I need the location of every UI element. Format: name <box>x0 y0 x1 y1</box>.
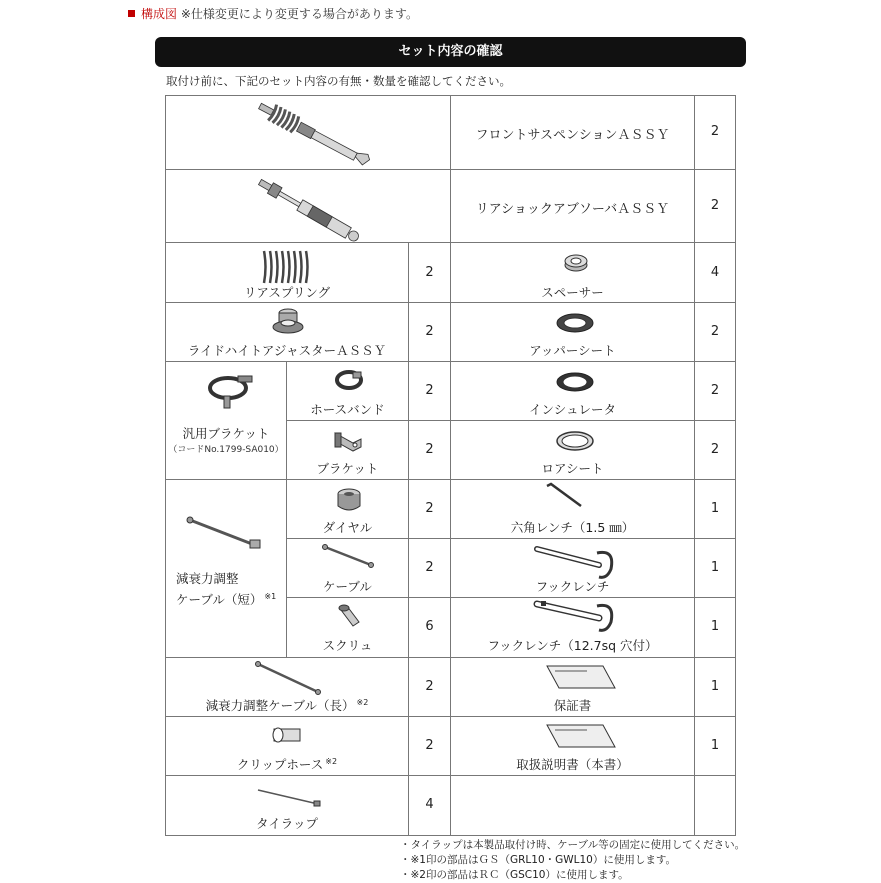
front-suspension-qty-cell <box>694 95 736 170</box>
general-bracket-icon <box>166 362 288 412</box>
clip-hose-cell <box>165 716 409 776</box>
manual-cell <box>450 716 695 776</box>
dial-cell <box>286 479 409 539</box>
front-suspension-name-cell <box>450 95 695 170</box>
dial-qty: 2 <box>425 501 434 516</box>
insulator-qty-cell <box>694 361 736 421</box>
hex-wrench-name: 六角レンチ（1.5 ㎜） <box>510 520 635 535</box>
insulator-icon <box>451 362 696 402</box>
tie-wrap-qty: 4 <box>425 797 434 812</box>
note-tie-wrap: ・タイラップは本製品取付け時、ケーブル等の固定に使用してください。 <box>400 839 746 851</box>
hook-wrench-127-cell <box>450 597 695 658</box>
bracket-icon <box>287 421 410 461</box>
rear-shock-qty: 2 <box>710 198 720 213</box>
damp-cable-short-label <box>176 570 276 609</box>
empty-qty-cell <box>694 775 736 836</box>
header <box>128 5 418 22</box>
rear-shock-qty-cell <box>694 169 736 243</box>
hex-wrench-icon <box>451 480 696 520</box>
screw-icon <box>287 598 410 638</box>
rear-shock-icon <box>166 170 452 244</box>
hook-wrench-127-icon <box>451 598 696 638</box>
manual-document-icon <box>451 717 696 757</box>
dial-qty-cell <box>408 479 451 539</box>
lower-seat-name: ロアシート <box>541 461 604 476</box>
screw-name: スクリュ <box>322 638 373 653</box>
bracket-cell <box>286 420 409 480</box>
spacer-qty: 4 <box>710 265 720 280</box>
cable-icon <box>287 539 410 579</box>
tie-wrap-icon <box>166 776 410 816</box>
tie-wrap-cell <box>165 775 409 836</box>
hook-wrench-127-name: フックレンチ（12.7sq 穴付） <box>487 638 658 653</box>
dial-name: ダイヤル <box>322 520 373 535</box>
damp-cable-long-mark: ※2 <box>356 698 369 707</box>
damp-cable-short-mark: ※1 <box>264 592 277 601</box>
ride-height-adjuster-icon <box>166 303 410 343</box>
warranty-qty: 1 <box>710 679 720 694</box>
note-mark-1: ・※1印の部品はＧＳ（GRL10・GWL10）に使用します。 <box>400 854 677 866</box>
tie-wrap-qty-cell <box>408 775 451 836</box>
clip-hose-icon <box>166 717 410 757</box>
damp-cable-long-label <box>166 696 408 714</box>
rear-shock-name: リアショックアブソーバＡＳＳＹ <box>475 202 670 217</box>
hook-wrench-icon <box>451 539 696 579</box>
general-bracket-name: 汎用ブラケット <box>182 426 270 441</box>
clip-hose-qty-cell <box>408 716 451 776</box>
bracket-qty: 2 <box>425 442 434 457</box>
front-suspension-image-cell <box>165 95 451 170</box>
clip-hose-qty: 2 <box>425 738 434 753</box>
manual-qty-cell <box>694 716 736 776</box>
hex-wrench-qty: 1 <box>710 501 720 516</box>
clip-hose-mark: ※2 <box>325 757 338 766</box>
note-mark-2: ・※2印の部品はＲＣ（GSC10）に使用します。 <box>400 869 629 881</box>
lower-seat-icon <box>451 421 696 461</box>
general-bracket-cell <box>165 361 287 480</box>
warranty-cell <box>450 657 695 717</box>
coil-spring-icon <box>166 243 410 283</box>
front-suspension-name: フロントサスペンションＡＳＳＹ <box>475 128 670 143</box>
damp-cable-short-icon <box>166 480 288 560</box>
damp-cable-long-name: 減衰力調整ケーブル（長） <box>205 698 355 713</box>
bullet-square-icon <box>128 10 135 17</box>
damp-cable-short-line2: ケーブル（短） <box>176 592 263 607</box>
notes <box>400 838 745 883</box>
tie-wrap-name: タイラップ <box>255 816 318 831</box>
warranty-document-icon <box>451 658 696 698</box>
hex-wrench-cell <box>450 479 695 539</box>
damp-cable-short-line1: 減衰力調整 <box>176 571 239 586</box>
front-suspension-qty: 2 <box>710 124 720 139</box>
header-note: ※仕様変更により変更する場合があります。 <box>180 7 418 21</box>
warranty-qty-cell <box>694 657 736 717</box>
hook-wrench-127-qty-cell <box>694 597 736 658</box>
damp-cable-short-cell <box>165 479 287 658</box>
upper-seat-qty-cell <box>694 302 736 362</box>
upper-seat-cell <box>450 302 695 362</box>
insulator-name: インシュレータ <box>529 402 616 417</box>
hook-wrench-name: フックレンチ <box>535 579 610 594</box>
upper-seat-name: アッパーシート <box>529 343 616 358</box>
upper-seat-icon <box>451 303 696 343</box>
bracket-qty-cell <box>408 420 451 480</box>
manual-name: 取扱説明書（本書） <box>516 757 629 772</box>
lower-seat-cell <box>450 420 695 480</box>
insulator-cell <box>450 361 695 421</box>
hose-band-qty: 2 <box>425 383 434 398</box>
hook-wrench-127-qty: 1 <box>710 619 720 634</box>
hose-band-cell <box>286 361 409 421</box>
rear-spring-cell <box>165 242 409 303</box>
hex-wrench-qty-cell <box>694 479 736 539</box>
header-label[interactable]: 構成図 <box>141 7 178 21</box>
ride-height-name: ライドハイトアジャスターＡＳＳＹ <box>187 343 387 358</box>
hook-wrench-cell <box>450 538 695 598</box>
spacer-cell <box>450 242 695 303</box>
cable-qty: 2 <box>425 560 434 575</box>
clip-hose-name: クリップホース <box>236 757 324 772</box>
screw-cell <box>286 597 409 658</box>
rear-shock-name-cell <box>450 169 695 243</box>
empty-cell <box>450 775 695 836</box>
hose-band-icon <box>287 362 410 402</box>
ride-height-qty-cell <box>408 302 451 362</box>
manual-qty: 1 <box>710 738 720 753</box>
front-suspension-icon <box>166 96 452 171</box>
spacer-icon <box>451 243 696 283</box>
dial-icon <box>287 480 410 520</box>
intro-text: 取付け前に、下記のセット内容の有無・数量を確認してください。 <box>166 74 511 88</box>
general-bracket-code: （コードNo.1799-SA010） <box>168 445 284 455</box>
damp-cable-long-qty-cell <box>408 657 451 717</box>
rear-spring-qty: 2 <box>425 265 434 280</box>
hose-band-name: ホースバンド <box>310 402 385 417</box>
upper-seat-qty: 2 <box>710 324 720 339</box>
title-bar: セット内容の確認 <box>155 37 746 67</box>
spacer-qty-cell <box>694 242 736 303</box>
cable-name: ケーブル <box>323 579 372 594</box>
hook-wrench-qty-cell <box>694 538 736 598</box>
screw-qty-cell <box>408 597 451 658</box>
rear-spring-qty-cell <box>408 242 451 303</box>
warranty-name: 保証書 <box>553 698 592 713</box>
spacer-name: スペーサー <box>541 285 604 300</box>
rear-shock-image-cell <box>165 169 451 243</box>
lower-seat-qty: 2 <box>710 442 720 457</box>
rear-spring-name: リアスプリング <box>243 285 331 300</box>
cable-cell <box>286 538 409 598</box>
lower-seat-qty-cell <box>694 420 736 480</box>
ride-height-qty: 2 <box>425 324 434 339</box>
ride-height-cell <box>165 302 409 362</box>
clip-hose-label <box>166 755 408 773</box>
screw-qty: 6 <box>425 619 434 634</box>
damp-cable-long-icon <box>166 658 410 698</box>
damp-cable-long-qty: 2 <box>425 679 434 694</box>
hose-band-qty-cell <box>408 361 451 421</box>
cable-qty-cell <box>408 538 451 598</box>
hook-wrench-qty: 1 <box>710 560 720 575</box>
bracket-name: ブラケット <box>316 461 379 476</box>
insulator-qty: 2 <box>710 383 720 398</box>
damp-cable-long-cell <box>165 657 409 717</box>
